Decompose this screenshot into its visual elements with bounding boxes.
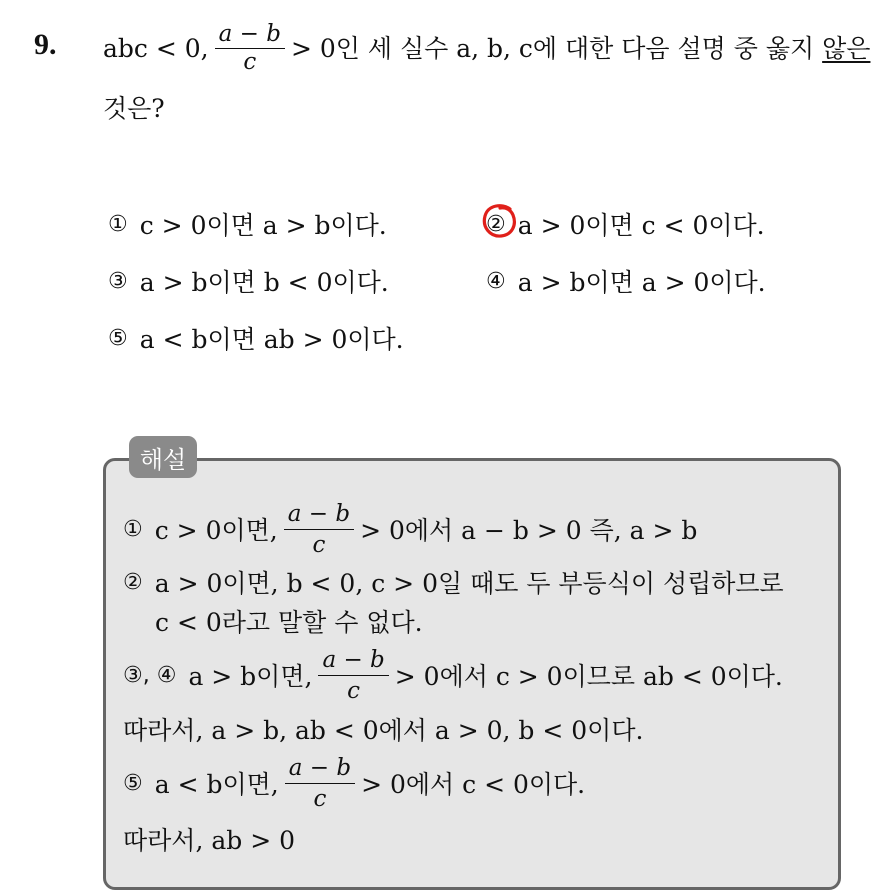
choice-mark: ② bbox=[486, 211, 506, 237]
solution-line-1 bbox=[123, 500, 697, 558]
solution-text: > 0에서 a − b > 0 즉, a > b bbox=[360, 516, 698, 545]
solution-fraction bbox=[285, 755, 355, 812]
stem-fraction bbox=[215, 20, 285, 75]
choice-mark: ④ bbox=[486, 268, 506, 294]
choice-text: a > b이면 a > 0이다. bbox=[517, 268, 766, 297]
choice-text: a > b이면 b < 0이다. bbox=[139, 268, 389, 297]
solution-text: a > 0이면, b < 0, c > 0일 때도 두 부등식이 성립하므로 bbox=[154, 569, 784, 598]
solution-text: > 0에서 c > 0이므로 ab < 0이다. bbox=[394, 662, 783, 691]
choice-2[interactable] bbox=[486, 206, 765, 242]
solution-fraction bbox=[318, 647, 388, 704]
fraction-numerator: a − b bbox=[285, 755, 355, 784]
solution-text: 따라서, a > b, ab < 0에서 a > 0, b < 0이다. bbox=[123, 716, 644, 745]
solution-text: c > 0이면, bbox=[154, 516, 278, 545]
fraction-denominator: c bbox=[347, 677, 361, 704]
solution-text: > 0에서 c < 0이다. bbox=[361, 770, 586, 799]
choice-5[interactable] bbox=[108, 320, 404, 356]
solution-text: a > b이면, bbox=[188, 662, 313, 691]
solution-mark: ① bbox=[123, 516, 143, 542]
solution-line-3 bbox=[123, 646, 783, 704]
fraction-denominator: c bbox=[243, 48, 257, 75]
choice-text: c > 0이면 a > b이다. bbox=[139, 211, 387, 240]
choice-text: a < b이면 ab > 0이다. bbox=[139, 325, 404, 354]
choice-3[interactable] bbox=[108, 263, 389, 299]
choice-1[interactable] bbox=[108, 206, 387, 242]
solution-text: a < b이면, bbox=[154, 770, 279, 799]
solution-line-5 bbox=[123, 754, 585, 812]
question-number: 9. bbox=[34, 28, 57, 61]
solution-mark: ③, ④ bbox=[123, 662, 177, 688]
solution-text: 따라서, ab > 0 bbox=[123, 826, 295, 855]
fraction-denominator: c bbox=[313, 785, 327, 812]
choice-mark: ③ bbox=[108, 268, 128, 294]
solution-line-6 bbox=[123, 822, 295, 856]
solution-line-2b bbox=[155, 604, 423, 638]
solution-mark: ② bbox=[123, 569, 143, 595]
solution-line-4 bbox=[123, 712, 643, 746]
fraction-denominator: c bbox=[312, 531, 326, 558]
answer-mark-circle bbox=[480, 201, 520, 241]
choice-mark: ⑤ bbox=[108, 325, 128, 351]
fraction-numerator: a − b bbox=[215, 23, 285, 49]
choice-mark: ① bbox=[108, 211, 128, 237]
choice-4[interactable] bbox=[486, 263, 766, 299]
solution-line-2 bbox=[123, 565, 784, 599]
solution-fraction bbox=[284, 501, 354, 558]
stem-condition-a: abc < 0, bbox=[103, 33, 209, 63]
fraction-numerator: a − b bbox=[318, 647, 388, 676]
question-stem bbox=[103, 18, 871, 128]
choice-text: a > 0이면 c < 0이다. bbox=[517, 211, 765, 240]
stem-line-2: 것은? bbox=[103, 93, 165, 123]
stem-condition-b: > 0인 세 실수 a, b, c에 대한 다음 설명 중 옳지 bbox=[290, 33, 815, 63]
solution-text: c < 0라고 말할 수 없다. bbox=[155, 608, 423, 637]
solution-mark: ⑤ bbox=[123, 770, 143, 796]
stem-underlined-word: 않은 bbox=[822, 33, 871, 63]
fraction-numerator: a − b bbox=[284, 501, 354, 530]
solution-tag: 해설 bbox=[129, 436, 197, 478]
